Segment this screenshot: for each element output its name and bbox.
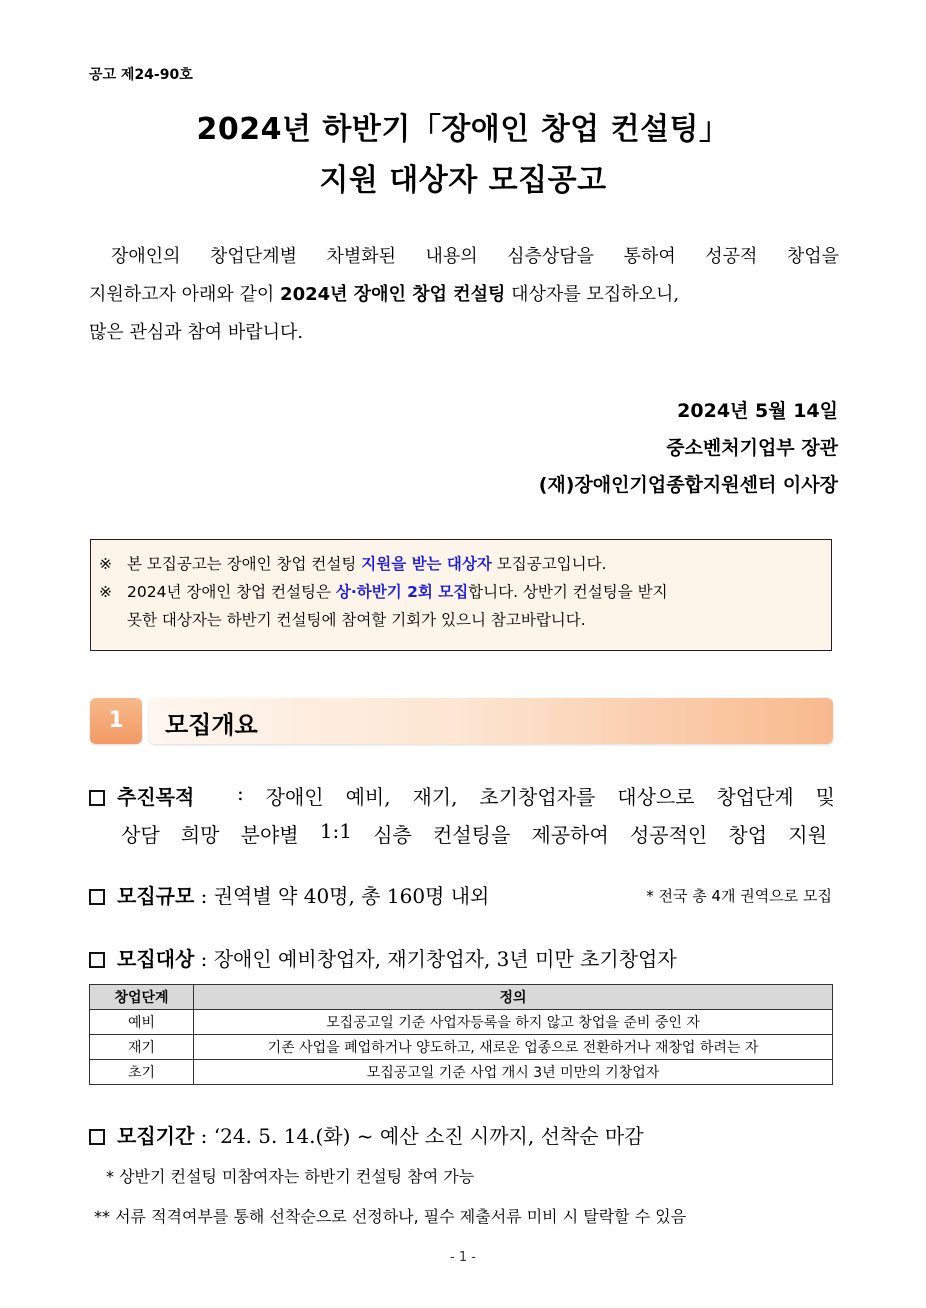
table-cell: 초기 xyxy=(90,1060,194,1085)
table-row xyxy=(90,1035,833,1060)
ministry-signature: 중소벤처기업부 장관 xyxy=(666,437,838,459)
purpose-item xyxy=(89,781,835,810)
intro-word: 창업단계별 xyxy=(210,246,297,267)
checkbox-icon xyxy=(89,889,105,905)
section-title: 모집개요 xyxy=(165,711,258,739)
table-cell: 기존 사업을 폐업하거나 양도하고, 새로운 업종으로 전환하거나 재창업 하려는 자 xyxy=(194,1035,833,1060)
intro-line-1 xyxy=(89,238,839,276)
table-row xyxy=(90,1010,833,1035)
purpose-word: 분야별 xyxy=(240,823,299,847)
table-header-row xyxy=(90,985,833,1010)
reference-mark: ※ xyxy=(99,555,112,573)
notice-text: 2024년 장애인 창업 컨설팅은 xyxy=(127,583,336,601)
table-header: 창업단계 xyxy=(90,985,194,1010)
target-value: : 장애인 예비창업자, 재기창업자, 3년 미만 초기창업자 xyxy=(194,947,677,971)
page-number: - 1 - xyxy=(450,1250,476,1265)
purpose-word: 심층 xyxy=(373,823,412,847)
purpose-line-2 xyxy=(121,819,827,848)
table-cell: 모집공고일 기준 사업자등록을 하지 않고 창업을 준비 중인 자 xyxy=(194,1010,833,1035)
intro-word: 통하여 xyxy=(623,246,676,267)
notice-text: 본 모집공고는 장애인 창업 컨설팅 xyxy=(127,555,362,573)
intro-text: 많은 관심과 참여 바랍니다. xyxy=(89,322,304,343)
purpose-label: 추진목적 xyxy=(117,785,195,809)
document-number: 공고 제24-90호 xyxy=(89,67,193,83)
scale-value: : 권역별 약 40명, 총 160명 내외 xyxy=(194,884,490,908)
table-row xyxy=(90,1060,833,1085)
notice-highlight: 상·하반기 2회 모집 xyxy=(335,583,469,601)
scale-label: 모집규모 xyxy=(117,884,195,908)
purpose-word: 제공하여 xyxy=(531,823,609,847)
purpose-word: 성공적인 xyxy=(629,823,708,847)
purpose-word: 1:1 xyxy=(319,819,352,843)
intro-text: 대상자를 모집하오니, xyxy=(505,284,680,305)
intro-word: 차별화된 xyxy=(326,246,397,267)
intro-text: 지원하고자 아래와 같이 xyxy=(89,284,281,305)
intro-word: 장애인의 xyxy=(111,246,181,267)
notice-text: 합니다. 상반기 컨설팅을 받지 xyxy=(468,583,668,601)
purpose-word: 및 xyxy=(815,785,835,809)
table-cell: 예비 xyxy=(90,1010,194,1035)
period-note-1: * 상반기 컨설팅 미참여자는 하반기 컨설팅 참여 가능 xyxy=(106,1167,475,1186)
period-label: 모집기간 xyxy=(117,1124,195,1148)
intro-paragraph xyxy=(89,238,839,352)
period-item xyxy=(89,1120,835,1149)
notice-row-3 xyxy=(99,606,821,634)
scale-note: * 전국 총 4개 권역으로 모집 xyxy=(646,887,832,905)
purpose-word: 희망 xyxy=(180,823,220,847)
table-header: 정의 xyxy=(194,985,833,1010)
intro-word: 내용의 xyxy=(425,246,478,267)
purpose-word: : xyxy=(237,781,244,805)
intro-line-3 xyxy=(89,314,839,352)
center-signature: (재)장애인기업종합지원센터 이사장 xyxy=(538,474,838,496)
notice-row-1 xyxy=(99,550,821,578)
table-cell: 모집공고일 기준 사업 개시 3년 미만의 기창업자 xyxy=(194,1060,833,1085)
purpose-word: 상담 xyxy=(121,823,160,847)
purpose-word: 창업 xyxy=(728,823,768,847)
intro-word: 성공적 xyxy=(705,246,758,267)
notice-box xyxy=(90,539,832,651)
intro-highlight: 2024년 장애인 창업 컨설팅 xyxy=(280,284,506,305)
intro-word: 창업을 xyxy=(786,246,839,267)
target-label: 모집대상 xyxy=(117,947,195,971)
period-value: : ‘24. 5. 14.(화) ~ 예산 소진 시까지, 선착순 마감 xyxy=(194,1124,644,1148)
notice-text: 못한 대상자는 하반기 컨설팅에 참여할 기회가 있으니 참고바랍니다. xyxy=(127,611,586,629)
purpose-word: 재기, xyxy=(412,785,458,809)
purpose-word: 창업단계 xyxy=(716,785,794,809)
purpose-word: 초기창업자를 xyxy=(479,785,596,809)
section-number-badge: 1 xyxy=(90,698,142,744)
period-note-2: ** 서류 적격여부를 통해 선착순으로 선정하나, 필수 제출서류 미비 시 탈락할 수 있음 xyxy=(94,1207,687,1226)
notice-text: 모집공고입니다. xyxy=(491,555,607,573)
purpose-line-1 xyxy=(237,781,835,810)
table-cell: 재기 xyxy=(90,1035,194,1060)
purpose-word: 예비, xyxy=(345,785,391,809)
purpose-word: 지원 xyxy=(788,823,827,847)
reference-mark: ※ xyxy=(99,583,112,601)
announcement-date: 2024년 5월 14일 xyxy=(677,400,838,422)
purpose-word: 장애인 xyxy=(265,785,324,809)
purpose-word: 대상으로 xyxy=(617,785,695,809)
checkbox-icon xyxy=(89,952,105,968)
target-item xyxy=(89,943,835,972)
definition-table xyxy=(89,984,833,1085)
title-line-2: 지원 대상자 모집공고 xyxy=(319,163,607,198)
checkbox-icon xyxy=(89,1129,105,1145)
title-line-1: 2024년 하반기「장애인 창업 컨설팅」 xyxy=(196,112,730,147)
checkbox-icon xyxy=(89,790,105,806)
notice-highlight: 지원을 받는 대상자 xyxy=(361,555,492,573)
intro-line-2 xyxy=(89,276,839,314)
intro-word: 심층상담을 xyxy=(507,246,595,267)
notice-row-2 xyxy=(99,578,821,606)
purpose-word: 컨설팅을 xyxy=(433,823,511,847)
